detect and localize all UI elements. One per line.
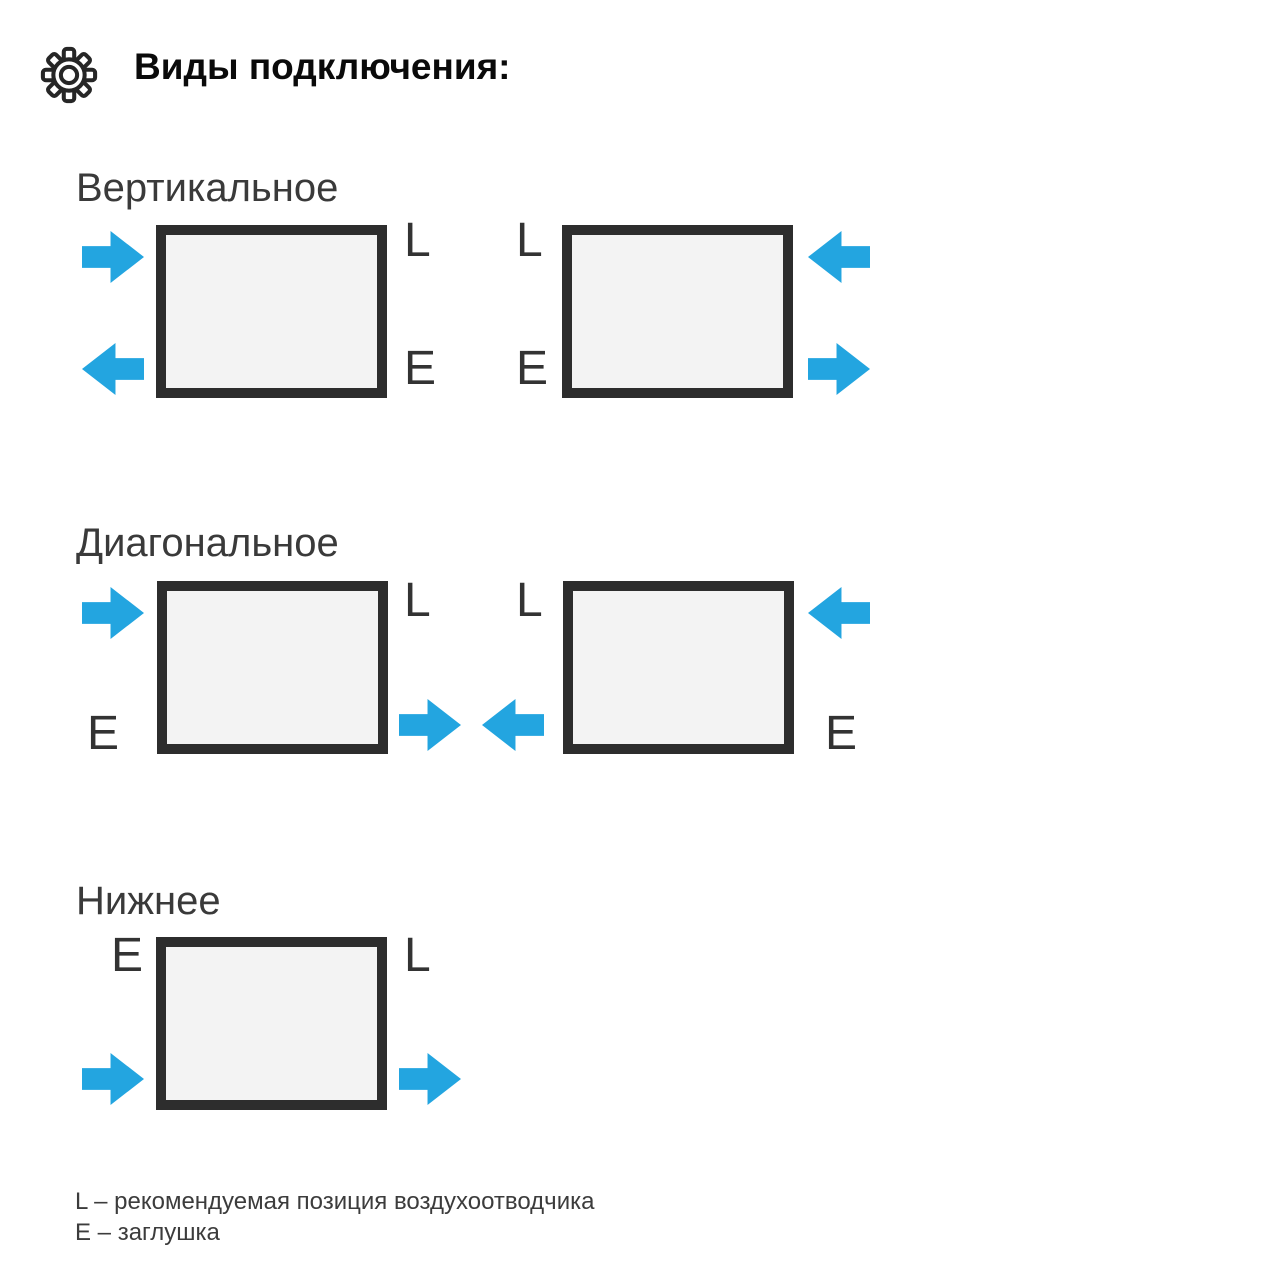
gear-icon xyxy=(40,46,98,104)
port-label-l: L xyxy=(516,574,543,627)
arrow-right-icon xyxy=(82,587,144,639)
port-label-l: L xyxy=(516,214,543,267)
port-label-e: E xyxy=(111,929,144,982)
arrow-right-icon xyxy=(82,231,144,283)
legend-line-l: L – рекомендуемая позиция воздухоотводчика xyxy=(75,1188,595,1215)
port-label-e: E xyxy=(825,707,858,760)
arrow-right-icon xyxy=(808,343,870,395)
arrow-left-icon xyxy=(82,343,144,395)
radiator-rect xyxy=(563,581,794,754)
arrow-right-icon xyxy=(399,1053,461,1105)
section-title-bottom: Нижнее xyxy=(76,879,221,923)
legend xyxy=(75,1186,594,1248)
section-title-vertical: Вертикальное xyxy=(76,166,339,210)
radiator-rect xyxy=(156,937,387,1110)
arrow-right-icon xyxy=(82,1053,144,1105)
port-label-e: E xyxy=(404,342,437,395)
radiator-rect xyxy=(156,225,387,398)
port-label-e: E xyxy=(516,342,549,395)
page-title: Виды подключения: xyxy=(134,46,511,87)
port-label-l: L xyxy=(404,214,431,267)
arrow-right-icon xyxy=(399,699,461,751)
arrow-left-icon xyxy=(482,699,544,751)
port-label-e: E xyxy=(87,707,120,760)
radiator-rect xyxy=(562,225,793,398)
arrow-left-icon xyxy=(808,587,870,639)
radiator-rect xyxy=(157,581,388,754)
arrow-left-icon xyxy=(808,231,870,283)
legend-line-e: E – заглушка xyxy=(75,1219,220,1246)
port-label-l: L xyxy=(404,574,431,627)
port-label-l: L xyxy=(404,929,431,982)
section-title-diagonal: Диагональное xyxy=(76,521,339,565)
